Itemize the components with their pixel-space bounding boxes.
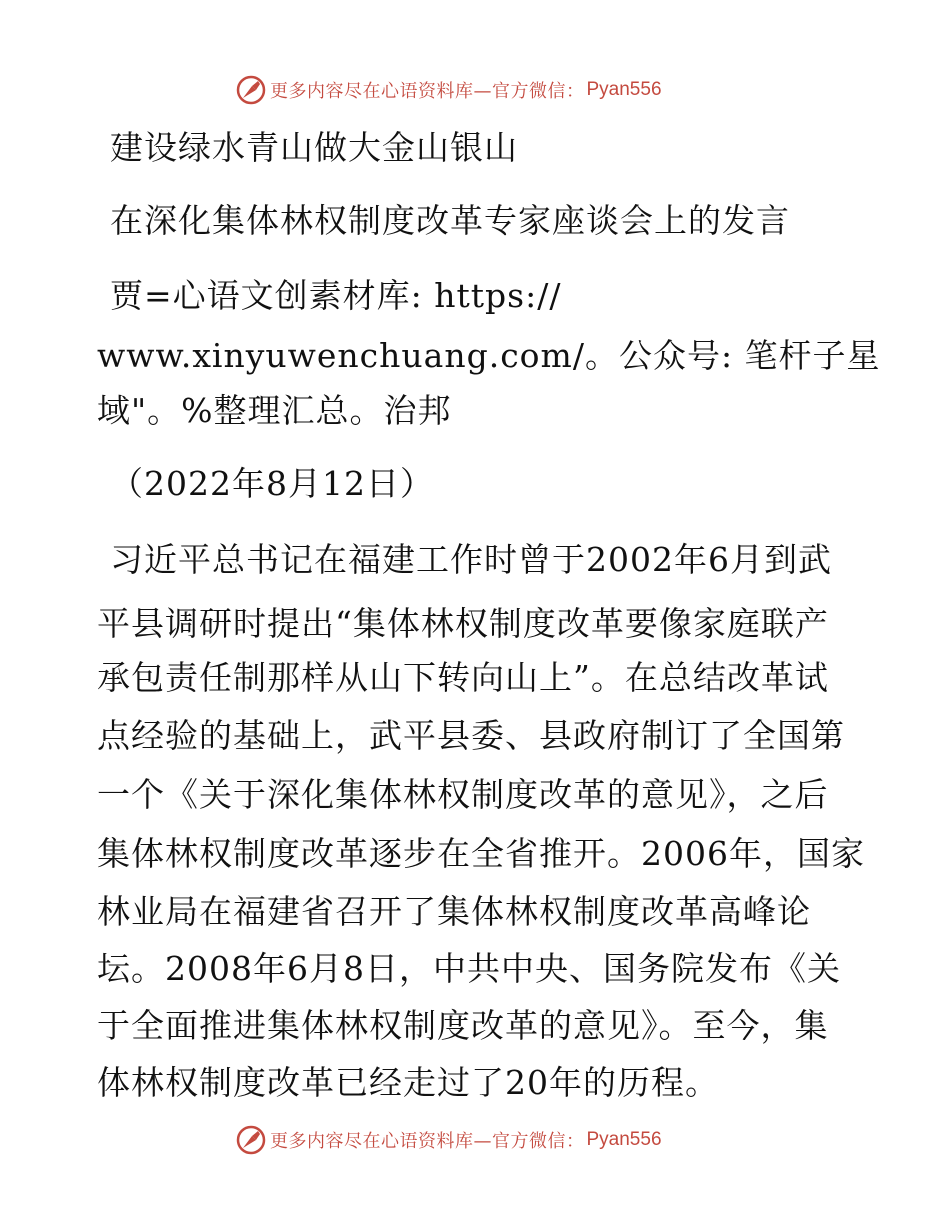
pen-nib-logo-icon xyxy=(236,75,266,105)
banner-text: 更多内容尽在心语资料库—官方微信： xyxy=(270,81,585,102)
banner-text: 更多内容尽在心语资料库—官方微信： xyxy=(270,1131,585,1152)
source-line-3: 域"。%整理汇总。治邦 xyxy=(97,391,452,430)
document-subtitle: 在深化集体林权制度改革专家座谈会上的发言 xyxy=(110,201,790,240)
document-date: （2022年8月12日） xyxy=(110,464,434,503)
banner-contact: Pyan556 xyxy=(586,79,662,100)
pen-nib-logo-icon xyxy=(236,1125,266,1155)
body-line: 平县调研时提出“集体林权制度改革要像家庭联产 xyxy=(97,604,829,643)
header-banner xyxy=(236,72,662,108)
source-line-1: 贾=心语文创素材库: https:// xyxy=(110,276,562,315)
body-line: 习近平总书记在福建工作时曾于2002年6月到武 xyxy=(110,540,832,579)
body-line: 集体林权制度改革逐步在全省推开。2006年，国家 xyxy=(97,834,865,873)
body-line: 承包责任制那样从山下转向山上”。在总结改革试 xyxy=(97,658,829,697)
body-line: 林业局在福建省召开了集体林权制度改革高峰论 xyxy=(97,892,811,931)
footer-banner xyxy=(236,1122,662,1158)
body-line: 点经验的基础上，武平县委、县政府制订了全国第 xyxy=(97,716,845,755)
body-line: 一个《关于深化集体林权制度改革的意见》，之后 xyxy=(97,775,829,814)
banner-contact: Pyan556 xyxy=(586,1129,662,1150)
document-title: 建设绿水青山做大金山银山 xyxy=(110,128,518,167)
source-line-2: www.xinyuwenchuang.com/。公众号: 笔杆子星 xyxy=(97,336,881,375)
body-line: 坛。2008年6月8日，中共中央、国务院发布《关 xyxy=(97,949,841,988)
body-line: 于全面推进集体林权制度改革的意见》。至今，集 xyxy=(97,1006,829,1045)
body-line: 体林权制度改革已经走过了20年的历程。 xyxy=(97,1063,719,1102)
